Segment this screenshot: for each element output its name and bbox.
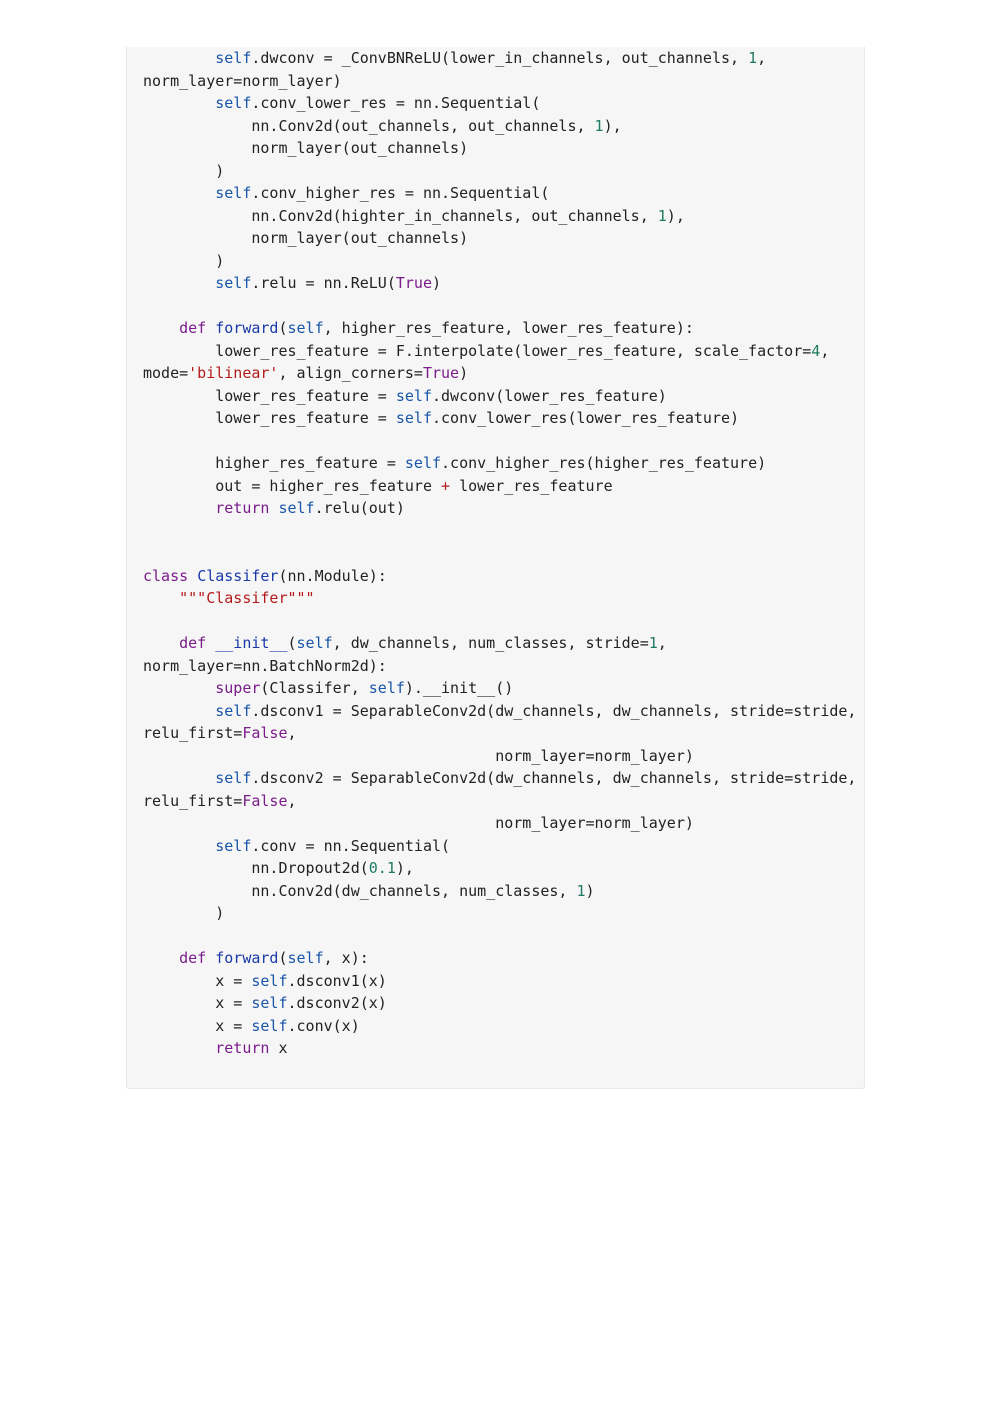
code-token-plain: , — [657, 634, 667, 652]
code-line — [143, 677, 856, 700]
code-line — [143, 1015, 856, 1038]
code-token-kw: return — [215, 499, 270, 517]
code-token-plain: .dwconv(lower_res_feature) — [432, 386, 667, 405]
code-token-num: 4 — [811, 341, 821, 360]
code-token-fn: forward — [215, 949, 279, 967]
code-token-plain: ), — [395, 859, 414, 877]
code-token-plain: nn.Conv2d(highter_in_channels, out_channels, — [143, 206, 658, 225]
code-token-self: self — [287, 319, 324, 337]
code-token-plain: norm_layer(out_channels) — [143, 229, 469, 247]
code-token-self: self — [215, 49, 252, 67]
code-token-plain: x = — [143, 994, 252, 1012]
code-token-plain: ).__init__() — [404, 679, 514, 697]
code-token-plain: norm_layer(out_channels) — [143, 139, 469, 157]
code-line — [143, 407, 856, 430]
code-token-self: self — [215, 184, 252, 202]
code-token-kw: super — [215, 679, 261, 697]
code-line — [143, 47, 856, 70]
code-token-plain: norm_layer=nn.BatchNorm2d): — [143, 656, 387, 675]
code-line — [143, 902, 856, 925]
code-token-plain: ) — [143, 251, 225, 270]
code-token-plain: .dsconv2 = SeparableConv2d(dw_channels, dw_channels, stride=stride, — [251, 769, 857, 787]
code-line — [143, 137, 856, 160]
code-token-plain — [143, 634, 179, 652]
code-token-plain — [206, 319, 215, 337]
code-token-plain: , dw_channels, num_classes, stride= — [332, 634, 649, 652]
code-token-plain: .conv_lower_res = nn.Sequential( — [251, 94, 541, 112]
code-line — [143, 655, 856, 678]
code-token-plain: , — [820, 341, 830, 360]
code-line — [143, 160, 856, 183]
code-token-plain: nn.Dropout2d( — [143, 859, 369, 877]
code-token-self: self — [215, 769, 252, 787]
code-line — [143, 452, 856, 475]
code-token-plain: ( — [287, 634, 297, 652]
code-token-self: self — [251, 971, 288, 990]
code-token-plain: ), — [603, 116, 622, 135]
code-line — [143, 745, 856, 768]
code-line — [143, 925, 856, 948]
code-token-num: 1 — [648, 634, 658, 652]
code-token-kw: def — [179, 634, 207, 652]
code-line — [143, 880, 856, 903]
code-line — [143, 205, 856, 228]
code-token-plain: ( — [278, 319, 288, 337]
code-token-plain: , — [287, 791, 297, 810]
code-token-plain: x = — [143, 1016, 252, 1035]
code-token-plain: ) — [459, 364, 469, 382]
code-token-plain: .dsconv1(x) — [287, 971, 387, 990]
code-token-num: 1 — [576, 881, 586, 900]
code-token-plain: ) — [585, 881, 595, 900]
code-token-op: + — [441, 476, 451, 495]
code-line — [143, 700, 856, 723]
code-line — [143, 250, 856, 273]
code-token-plain: , align_corners= — [278, 364, 423, 382]
code-token-plain — [206, 634, 215, 652]
code-token-plain: ) — [143, 904, 225, 922]
code-token-self: self — [395, 409, 432, 427]
code-token-plain: lower_res_feature = F.interpolate(lower_res_feature, scale_factor= — [143, 341, 812, 360]
code-line — [143, 362, 856, 385]
code-line — [143, 970, 856, 993]
code-token-self: self — [251, 1016, 288, 1035]
code-token-plain — [143, 499, 215, 517]
code-token-self: self — [278, 499, 315, 517]
code-token-plain: norm_layer=norm_layer) — [143, 746, 694, 765]
code-line — [143, 385, 856, 408]
code-line — [143, 767, 856, 790]
code-line — [143, 1037, 856, 1060]
code-token-plain — [143, 94, 215, 112]
code-token-plain — [206, 949, 215, 967]
code-token-plain: .relu = nn.ReLU( — [251, 274, 396, 292]
code-token-self: self — [368, 679, 405, 697]
code-token-plain: x = — [143, 971, 252, 990]
code-line — [143, 227, 856, 250]
code-token-plain: .conv_higher_res = nn.Sequential( — [251, 184, 550, 202]
code-token-plain: , — [757, 49, 767, 67]
code-token-kw: def — [179, 319, 207, 337]
code-token-plain — [143, 837, 215, 855]
code-token-plain: , x): — [323, 949, 369, 967]
code-token-plain: .relu(out) — [314, 499, 405, 517]
code-token-bool: True — [422, 364, 460, 382]
code-token-self: self — [251, 994, 288, 1012]
code-line — [143, 632, 856, 655]
code-token-num: 1 — [594, 116, 604, 135]
code-block — [126, 47, 865, 1089]
code-token-plain: relu_first= — [143, 791, 243, 810]
code-line — [143, 812, 856, 835]
code-line — [143, 947, 856, 970]
code-token-plain: higher_res_feature = — [143, 454, 405, 472]
code-token-fn: forward — [215, 319, 279, 337]
code-token-plain: .conv_higher_res(higher_res_feature) — [441, 454, 767, 472]
code-token-bool: True — [395, 274, 432, 292]
code-token-plain — [143, 949, 179, 967]
code-token-plain: .conv_lower_res(lower_res_feature) — [432, 409, 740, 427]
code-token-plain: ) — [143, 161, 225, 180]
code-line — [143, 475, 856, 498]
code-token-num: 0.1 — [368, 859, 396, 877]
code-line — [143, 857, 856, 880]
code-token-kw: def — [179, 949, 207, 967]
code-token-plain: ( — [278, 949, 288, 967]
code-line — [143, 565, 856, 588]
code-token-plain: lower_res_feature = — [143, 409, 396, 427]
code-line — [143, 587, 856, 610]
code-line — [143, 115, 856, 138]
code-token-plain: norm_layer=norm_layer) — [143, 814, 694, 832]
code-line — [143, 520, 856, 543]
code-token-self: self — [395, 386, 432, 405]
code-token-plain — [188, 567, 197, 585]
code-token-plain: lower_res_feature — [450, 476, 613, 495]
code-line — [143, 182, 856, 205]
code-token-self: self — [287, 949, 324, 967]
code-line — [143, 430, 856, 453]
code-token-cls: Classifer — [197, 566, 279, 585]
code-token-plain: lower_res_feature = — [143, 386, 396, 405]
code-token-plain: (nn.Module): — [278, 566, 387, 585]
code-line — [143, 317, 856, 340]
code-listing — [143, 47, 856, 1060]
code-token-plain: relu_first= — [143, 724, 243, 742]
code-token-plain: .dsconv1 = SeparableConv2d(dw_channels, dw_channels, stride=stride, — [251, 701, 857, 720]
code-token-plain: , — [287, 724, 297, 742]
code-line — [143, 497, 856, 520]
code-line — [143, 992, 856, 1015]
code-token-num: 1 — [657, 206, 667, 225]
code-line — [143, 295, 856, 318]
code-token-plain — [143, 274, 215, 292]
code-line — [143, 92, 856, 115]
code-token-plain: .conv(x) — [287, 1016, 360, 1035]
code-token-bool: False — [242, 791, 288, 810]
code-token-self — [143, 49, 215, 67]
code-line — [143, 610, 856, 633]
code-token-plain: out = higher_res_feature — [143, 476, 442, 495]
code-token-plain — [143, 1039, 215, 1057]
code-token-plain — [143, 769, 215, 787]
code-token-self: self — [215, 274, 252, 292]
code-token-plain: (Classifer, — [260, 679, 369, 697]
code-token-plain — [143, 702, 215, 720]
code-token-plain — [143, 589, 179, 607]
code-token-self: self — [215, 94, 252, 112]
code-token-kw: class — [143, 566, 189, 585]
code-token-self: self — [215, 836, 252, 855]
code-token-plain: , higher_res_feature, lower_res_feature): — [323, 319, 694, 337]
code-line — [143, 722, 856, 745]
code-token-self: self — [404, 454, 442, 472]
code-line — [143, 70, 856, 93]
code-line — [143, 790, 856, 813]
code-token-plain — [143, 319, 179, 337]
code-line — [143, 542, 856, 565]
code-token-plain: .dwconv = _ConvBNReLU(lower_in_channels, out_channels, — [251, 49, 749, 67]
code-token-plain: ) — [432, 274, 442, 292]
code-line — [143, 835, 856, 858]
code-token-bool: False — [242, 724, 288, 742]
code-token-plain: nn.Conv2d(out_channels, out_channels, — [143, 116, 595, 135]
code-token-kw: return — [215, 1039, 270, 1057]
code-token-str: """Classifer""" — [179, 589, 315, 607]
code-token-num: 1 — [748, 49, 758, 67]
code-token-plain: x — [269, 1039, 288, 1057]
code-line — [143, 272, 856, 295]
code-token-plain: ), — [666, 206, 685, 225]
code-token-plain: norm_layer=norm_layer) — [143, 71, 342, 90]
code-token-str: 'bilinear' — [188, 364, 279, 382]
code-token-self: self — [296, 634, 333, 652]
code-line — [143, 340, 856, 363]
code-token-plain: .conv = nn.Sequential( — [251, 836, 451, 855]
code-token-plain: nn.Conv2d(dw_channels, num_classes, — [143, 881, 577, 900]
code-token-plain: mode= — [143, 364, 189, 382]
code-token-plain — [143, 679, 215, 697]
code-token-fn: __init__ — [215, 634, 288, 652]
code-token-plain: .dsconv2(x) — [287, 994, 387, 1012]
code-token-self: self — [215, 701, 252, 720]
code-token-plain — [143, 184, 215, 202]
